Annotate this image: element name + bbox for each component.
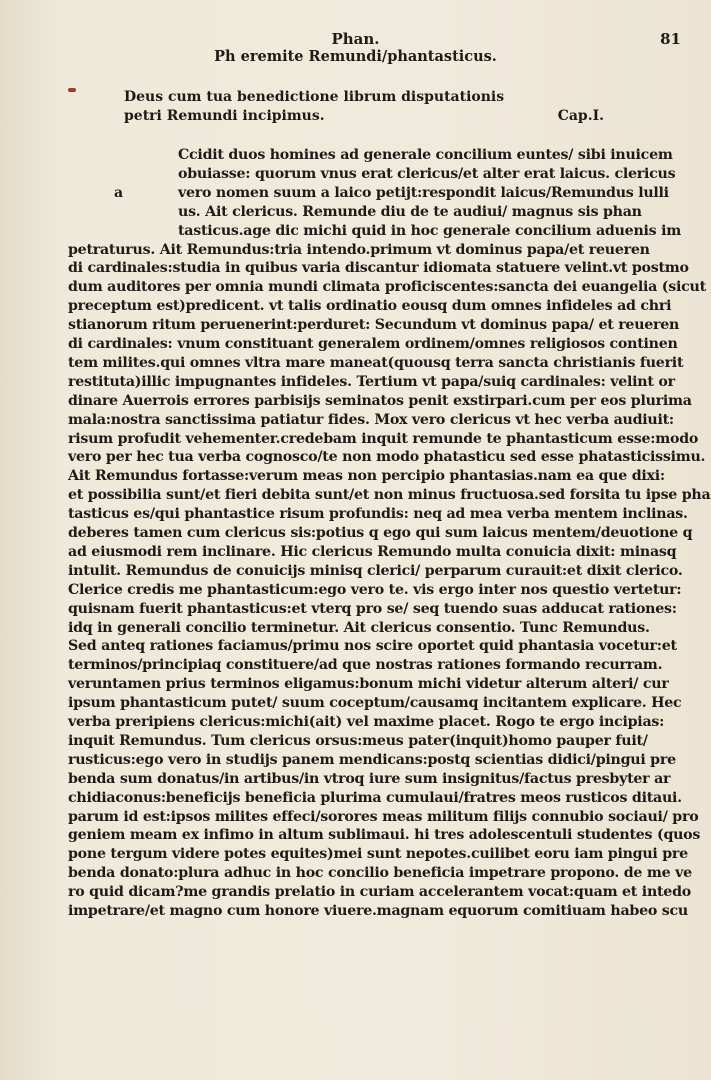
text-line: veruntamen prius terminos eligamus:bonum michi videtur alterum alteri/ cur xyxy=(68,676,669,693)
text-line: Ait Remundus fortasse:verum meas non percipio phantasias.nam ea que dixi: xyxy=(68,468,665,485)
text-line: parum id est:ipsos milites effeci/sorores meas militum filijs connubio sociaui/ pro xyxy=(68,808,699,825)
text-line: stianorum ritum peruenerint:perduret: Secundum vt dominus papa/ et reueren xyxy=(68,317,680,334)
text-line: obuiasse: quorum vnus erat clericus/et alter erat laicus. clericus xyxy=(178,165,676,182)
text-line: Sed anteq rationes faciamus/primu nos scire oportet quid phantasia vocetur:et xyxy=(68,638,677,655)
text-line: vero nomen suum a laico petijt:respondit laicus/Remundus lulli xyxy=(178,184,669,201)
text-line: geniem meam ex infimo in altum sublimaui. hi tres adolescentuli studentes (quos xyxy=(68,827,701,844)
page-number: 81 xyxy=(660,30,681,48)
header-title: Ph eremite Remundi/phantasticus. xyxy=(214,48,497,65)
text-line: dinare Auerrois errores parbisijs seminatos penit exstirpari.cum per eos plurima xyxy=(68,392,692,409)
margin-letter: a xyxy=(114,185,124,201)
text-line: preceptum est)predicent. vt talis ordinatio eousq dum omnes infideles ad chri xyxy=(68,298,672,315)
text-line: Clerice credis me phantasticum:ego vero te. vis ergo inter nos questio vertetur: xyxy=(68,581,682,598)
text-line: pone tergum videre potes equites)mei sunt nepotes.cuilibet eoru iam pingui pre xyxy=(68,846,688,863)
text-line: quisnam fuerit phantasticus:et vterq pro se/ seq tuendo suas adducat rationes: xyxy=(68,600,677,617)
text-line: risum profudit vehementer.credebam inquit remunde te phantasticum esse:modo xyxy=(68,430,699,447)
text-line: ro quid dicam?me grandis prelatio in curiam accelerantem vocat:quam et intedo xyxy=(68,884,691,901)
text-line: idq in generali concilio terminetur. Ait clericus consentio. Tunc Remundus. xyxy=(68,619,650,636)
text-line: mala:nostra sanctissima patiatur fides. Mox vero clericus vt hec verba audiuit: xyxy=(68,411,674,428)
incipit xyxy=(124,88,604,126)
text-line: inquit Remundus. Tum clericus orsus:meus pater(inquit)homo pauper fuit/ xyxy=(68,732,648,749)
text-line: intulit. Remundus de conuicijs minisq clerici/ perparum curauit:et dixit clerico. xyxy=(68,562,683,579)
red-margin-mark xyxy=(68,88,76,92)
text-line: di cardinales: vnum constituant generalem ordinem/omnes religiosos continen xyxy=(68,336,678,352)
text-line: petraturus. Ait Remundus:tria intendo.primum vt dominus papa/et reueren xyxy=(68,241,650,258)
text-line: vero per hec tua verba cognosco/te non modo phatasticu sed esse phatasticissimu. xyxy=(68,449,706,466)
text-line: di cardinales:studia in quibus varia discantur idiomata statuere velint.vt postmo xyxy=(68,260,689,277)
text-line: chidiaconus:beneficijs beneficia plurima cumulaui/fratres meos rusticos ditaui. xyxy=(68,789,682,806)
incipit-line-2: petri Remundi incipimus. xyxy=(124,108,325,124)
incipit-line-1: Deus cum tua benedictione librum disputationis xyxy=(124,89,505,105)
text-line: Ccidit duos homines ad generale concilium euntes/ sibi inuicem xyxy=(178,147,673,163)
text-line: benda donato:plura adhuc in hoc concilio beneficia impetrare propono. de me ve xyxy=(68,865,692,882)
text-line: et possibilia sunt/et fieri debita sunt/et non minus fructuosa.sed forsita tu ipse pha xyxy=(68,487,711,504)
text-line: tem milites.qui omnes vltra mare maneat(quousq terra sancta christianis fuerit xyxy=(68,354,684,371)
text-line: verba preripiens clericus:michi(ait) vel maxime placet. Rogo te ergo incipias: xyxy=(68,714,665,730)
text-line: tasticus.age dic michi quid in hoc generale concilium aduenis im xyxy=(178,222,681,239)
text-line: us. Ait clericus. Remunde diu de te audiui/ magnus sis phan xyxy=(178,203,642,220)
text-line: rusticus:ego vero in studijs panem mendicans:postq scientias didici/pingui pre xyxy=(68,751,676,768)
text-line: ad eiusmodi rem inclinare. Hic clericus Remundo multa conuicia dixit: minasq xyxy=(68,543,677,560)
chapter-label: Cap.I. xyxy=(557,108,604,124)
text-line: dum auditores per omnia mundi climata proficiscentes:sancta dei euangelia (sicut xyxy=(68,279,706,296)
text-line: tasticus es/qui phantastice risum profundis: neq ad mea verba mentem inclinas. xyxy=(68,506,688,523)
text-line: restituta)illic impugnantes infideles. Tertium vt papa/suiq cardinales: velint or xyxy=(68,373,675,390)
text-line: ipsum phantasticum putet/ suum coceptum/causamq incitantem explicare. Hec xyxy=(68,695,682,712)
text-line: impetrare/et magno cum honore viuere.magnam equorum comitiuam habeo scu xyxy=(68,903,688,919)
text-line: deberes tamen cum clericus sis:potius q ego qui sum laicus mentem/deuotione q xyxy=(68,525,693,541)
running-head: Phan. xyxy=(331,30,380,48)
text-line: benda sum donatus/in artibus/in vtroq iure sum insignitus/factus presbyter ar xyxy=(68,770,671,787)
text-line: terminos/principiaq constituere/ad que nostras rationes formando recurram. xyxy=(68,657,663,674)
incipit-line-2-row xyxy=(124,107,604,126)
